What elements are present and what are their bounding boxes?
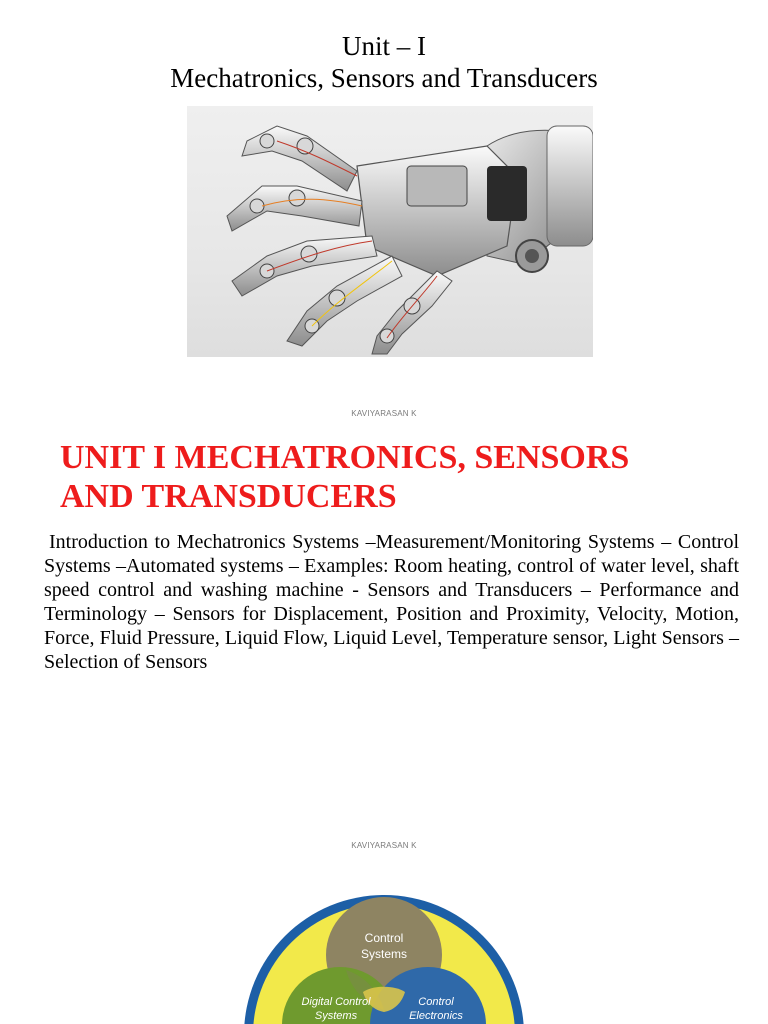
slide-2 [0, 420, 768, 840]
venn-right-label-2: Electronics [409, 1010, 463, 1022]
venn-top-label-2: Systems [360, 947, 408, 961]
venn-top-label-1: Control [364, 931, 404, 945]
slide-1-title-line-2: Mechatronics, Sensors and Transducers [170, 63, 598, 93]
slide-2-heading [60, 438, 720, 516]
robotic-hand-image [187, 106, 593, 357]
slide-2-heading-line-1: UNIT I MECHATRONICS, SENSORS [60, 439, 630, 476]
slide-1 [0, 0, 768, 420]
robotic-hand-illustration [187, 106, 593, 357]
slide-1-title-line-1: Unit – I [342, 31, 426, 61]
slide-2-syllabus-text: Introduction to Mechatronics Systems –Measurement/Monitoring Systems – Control Systems –Automated systems – Examples: Room heating, control of water level, shaft speed control and washing machine - Sensors and Transducers – Performance and Terminology – Sensors for Displacement, Position and Proximity, Velocity, Motion, Force, Fluid Pressure, Liquid Flow, Liquid Level, Temperature sensor, Light Sensors – Selection of Sensors [44, 531, 739, 673]
slide-1-title [0, 30, 768, 94]
slide-3 [0, 860, 768, 1024]
slide-2-footer-author: KAVIYARASAN K [351, 841, 417, 850]
venn-left-label-1: Digital Control [301, 996, 371, 1008]
venn-right-label-1: Control [418, 996, 454, 1008]
venn-left-label-2: Systems [314, 1010, 358, 1022]
slide-2-heading-line-2: AND TRANSDUCERS [60, 478, 397, 515]
slide-1-footer-author: KAVIYARASAN K [351, 409, 417, 418]
venn-diagram-svg [0, 860, 768, 1024]
mechatronics-venn-diagram [0, 860, 768, 1024]
